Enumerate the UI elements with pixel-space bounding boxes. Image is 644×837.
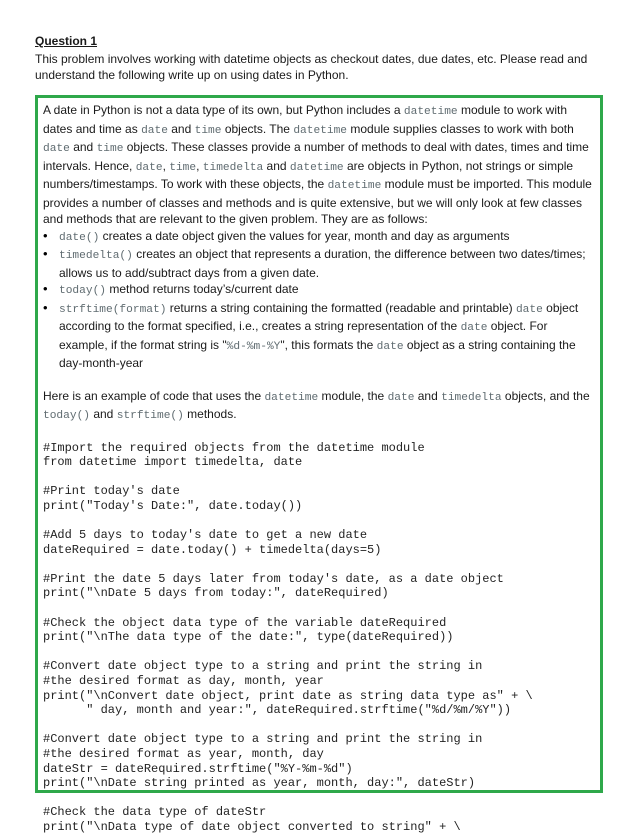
text-run: and xyxy=(69,140,97,154)
text-run: creates a date object given the values for year, month and day as arguments xyxy=(99,228,510,243)
code-line: dateRequired = date.today() + timedelta(days=5) xyxy=(43,542,382,557)
inline-code: timedelta xyxy=(202,161,264,174)
code-blank-line xyxy=(43,513,595,528)
inline-code: time xyxy=(96,143,124,155)
text-run: module, the xyxy=(318,388,388,403)
text-run: creates an object that represents a duration, the difference between two dates/times; allows us to add/subtract days from a given date. xyxy=(59,247,586,280)
text-run: objects. The xyxy=(221,121,294,136)
inline-code: datetime xyxy=(403,106,458,118)
text-run: module must be imported. This module provides a number of classes and methods and is quite extensive, but we will only look at few classes and methods that are relevant to the given problem. They are as follows: xyxy=(43,177,592,226)
text-run: and xyxy=(414,388,442,403)
question-intro: This problem involves working with datetime objects as checkout dates, due dates, etc. Please read and understand the following write up on using dates in Python. xyxy=(35,51,588,82)
inline-code: today() xyxy=(59,285,106,297)
text-run: objects. These classes provide a number of methods to deal with dates, times and time intervals. Hence, xyxy=(43,140,589,173)
text-run: and xyxy=(90,407,117,421)
code-blank-line xyxy=(43,791,595,806)
code-blank-line xyxy=(43,601,595,616)
inline-code: datetime xyxy=(289,161,344,174)
code-comment-line: #Print the date 5 days later from today's date, as a date object xyxy=(43,571,504,586)
code-line: dateStr = dateRequired.strftime("%Y-%m-%d") xyxy=(43,761,353,776)
text-run: and xyxy=(167,121,195,136)
code-blank-line xyxy=(43,718,595,733)
method-list-item xyxy=(43,228,595,247)
spacer xyxy=(43,425,595,441)
text-run: object. For example, if the format string is " xyxy=(59,319,548,352)
text-run: module supplies classes to work with both xyxy=(347,121,574,136)
text-run: object according to the format specified, i.e., creates a string representation of the xyxy=(59,300,579,333)
text-run: Here is an example of code that uses the xyxy=(43,388,265,403)
text-run: A date in Python is not a data type of its own, but Python includes a xyxy=(43,103,404,117)
inline-code: datetime xyxy=(264,391,319,404)
text-run: module to work with dates and time as xyxy=(43,103,568,136)
text-run: method returns today’s/current date xyxy=(106,282,299,296)
code-blank-line xyxy=(43,470,595,485)
text-run: object as a string containing the day-month-year xyxy=(59,337,576,370)
text-run: are objects in Python, not strings or simple numbers/timestamps. To work with these objects, the xyxy=(43,158,574,191)
question-header xyxy=(35,33,610,84)
code-comment-line: #Convert date object type to a string and print the string in xyxy=(43,659,483,674)
inline-code: datetime xyxy=(327,180,382,192)
text-run: methods. xyxy=(183,407,237,421)
inline-code: date xyxy=(515,303,543,316)
code-blank-line xyxy=(43,557,595,572)
code-comment-line: #Print today's date xyxy=(43,484,180,499)
code-line: print("\nThe data type of the date:", type(dateRequired)) xyxy=(43,630,454,645)
code-line: " day, month and year:", dateRequired.strftime("%d/%m/%Y")) xyxy=(43,703,512,718)
inline-code: datetime xyxy=(293,124,348,137)
inline-code: date xyxy=(43,143,70,155)
inline-code: timedelta xyxy=(441,391,502,404)
code-line: print("\nDate 5 days from today:", dateRequired) xyxy=(43,586,389,601)
text-run: objects, and the xyxy=(501,388,590,403)
inline-code: date xyxy=(387,391,415,404)
inline-code: timedelta() xyxy=(59,250,133,262)
code-comment-line: #Check the data type of dateStr xyxy=(43,805,267,820)
text-run: and xyxy=(263,158,290,173)
code-line: print("\nDate string printed as year, month, day:", dateStr) xyxy=(43,776,476,791)
writeup-paragraph xyxy=(43,102,595,228)
code-blank-line xyxy=(43,645,595,660)
inline-code: time xyxy=(169,161,197,174)
methods-list xyxy=(43,228,595,372)
text-run: returns a string containing the formatted (readable and printable) xyxy=(166,300,516,315)
code-comment-line: #the desired format as year, month, day xyxy=(43,746,324,761)
inline-code: date xyxy=(135,161,163,174)
spacer xyxy=(43,372,595,388)
inline-code: date xyxy=(376,340,404,353)
example-intro-paragraph xyxy=(43,388,595,425)
inline-code: date xyxy=(141,124,168,137)
text-run: , xyxy=(162,158,170,173)
inline-code: date xyxy=(460,322,488,334)
method-list-item xyxy=(43,246,595,281)
inline-code: time xyxy=(194,124,222,137)
inline-code: strftime(format) xyxy=(59,303,167,316)
code-line: from datetime import timedelta, date xyxy=(43,455,303,470)
method-list-item xyxy=(43,281,595,300)
code-comment-line: #Import the required objects from the datetime module xyxy=(43,440,425,455)
method-list-item xyxy=(43,300,595,372)
datetime-writeup-box xyxy=(35,95,603,834)
text-run: ", this formats the xyxy=(280,337,377,352)
code-line: print("\nConvert date object, print date as string data type as" + \ xyxy=(43,688,533,703)
code-comment-line: #the desired format as day, month, year xyxy=(43,674,324,688)
inline-code: date() xyxy=(59,231,100,244)
question-title: Question 1 xyxy=(35,34,98,48)
code-line: print("Today's Date:", date.today()) xyxy=(43,498,303,513)
code-example xyxy=(43,441,595,835)
code-line: print("\nData type of date object converted to string" + \ xyxy=(43,819,461,834)
code-comment-line: #Add 5 days to today's date to get a new date xyxy=(43,528,368,543)
text-run: , xyxy=(196,158,203,173)
inline-code: today() xyxy=(43,410,90,422)
inline-code: %d-%m-%Y xyxy=(226,340,281,353)
code-comment-line: #Convert date object type to a string and print the string in xyxy=(43,732,483,747)
code-comment-line: #Check the object data type of the variable dateRequired xyxy=(43,615,447,630)
inline-code: strftime() xyxy=(116,410,184,422)
